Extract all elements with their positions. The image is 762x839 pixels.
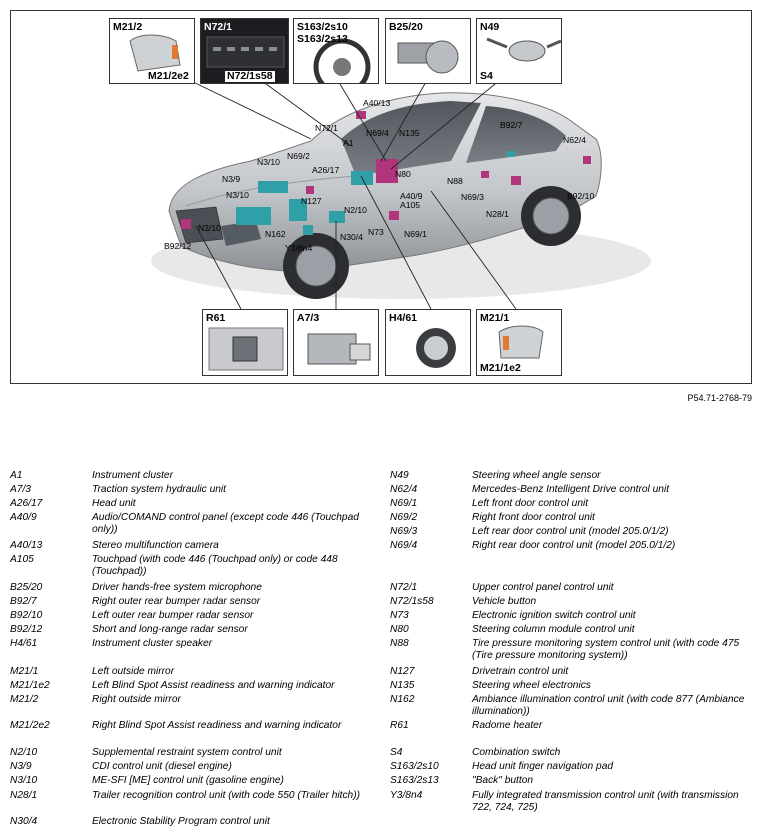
callout-label: B25/20: [389, 21, 423, 33]
legend-description: Upper control panel control unit: [472, 582, 614, 593]
callout-cluster-speaker: [385, 309, 471, 376]
car-label: A105: [400, 200, 421, 210]
legend-description: Traction system hydraulic unit: [92, 484, 226, 495]
legend-code: N69/4: [390, 540, 418, 551]
component-b92-7: [507, 151, 515, 157]
callout-steering-wheel: [293, 18, 379, 84]
legend-description: Right front door control unit: [472, 512, 595, 523]
legend-code: N127: [390, 666, 415, 677]
legend-code: R61: [390, 720, 409, 731]
legend-code: N69/1: [390, 498, 418, 509]
legend-description: CDI control unit (diesel engine): [92, 761, 232, 772]
callout-label: N49: [480, 21, 500, 33]
legend-code: B92/7: [10, 596, 37, 607]
legend-description: Vehicle button: [472, 596, 537, 607]
car-label: N2/10: [344, 205, 367, 215]
callout-label: M21/2: [113, 21, 143, 33]
legend-code: N3/9: [10, 761, 32, 772]
car-label: N3/10: [198, 223, 221, 233]
component-n69-1: [389, 211, 399, 220]
legend-description: Steering wheel angle sensor: [472, 470, 601, 481]
component-n62-4: [583, 156, 591, 164]
callout-label: H4/61: [389, 312, 418, 324]
legend-description: ME-SFI [ME] control unit (gasoline engine): [92, 775, 284, 786]
callout-label: S4: [480, 70, 493, 82]
legend-description: Drivetrain control unit: [472, 666, 569, 677]
legend-description: Right outside mirror: [92, 694, 181, 705]
legend-code: A7/3: [10, 484, 31, 495]
legend-code: B25/20: [10, 582, 43, 593]
legend-description: Mercedes-Benz Intelligent Drive control unit: [472, 484, 670, 495]
component-n2-10: [329, 211, 345, 223]
legend-description: Instrument cluster speaker: [92, 638, 213, 649]
component-n88: [481, 171, 489, 178]
callout-label: M21/2e2: [148, 70, 189, 82]
legend-code: N28/1: [10, 790, 38, 801]
callout-label: M21/1: [480, 312, 510, 324]
legend-code: M21/2e2: [10, 720, 50, 731]
callout-label: N72/1: [204, 21, 233, 33]
car-label: A40/13: [363, 98, 391, 108]
callout-hydraulic-unit: [293, 309, 379, 376]
legend-description: Right Blind Spot Assist readiness and warning indicator: [92, 720, 342, 731]
callout-label: S163/2s10: [297, 21, 348, 33]
legend-description: Instrument cluster: [92, 470, 173, 481]
car-label: A1: [343, 138, 354, 148]
legend-description: Fully integrated transmission control unit (with transmission 722, 724, 725): [472, 790, 739, 813]
car-label: B92/12: [164, 241, 192, 251]
car-label: N3/9: [222, 174, 241, 184]
car-label: N69/3: [461, 192, 484, 202]
car-label: N80: [395, 169, 411, 179]
legend-code: M21/2: [10, 694, 39, 705]
legend-description: Steering wheel electronics: [472, 680, 591, 691]
car-label: N73: [368, 227, 384, 237]
callout-right-mirror: [109, 18, 195, 84]
legend-code: M21/1e2: [10, 680, 50, 691]
legend-code: N69/2: [390, 512, 418, 523]
legend-description: Left rear door control unit (model 205.0/1/2): [472, 526, 669, 537]
car-label: N69/1: [404, 229, 427, 239]
legend-code: A105: [10, 554, 34, 565]
callout-label: S163/2s13: [297, 33, 348, 45]
legend-code: A1: [10, 470, 23, 481]
legend-code: N2/10: [10, 747, 38, 758]
legend-description: Driver hands-free system microphone: [92, 582, 262, 593]
legend-description: Head unit finger navigation pad: [472, 761, 614, 772]
car-label: N3/10: [226, 190, 249, 200]
callout-upper-control-panel: [200, 18, 289, 84]
legend-code: M21/1: [10, 666, 39, 677]
location-diagram: [10, 10, 752, 384]
car-label: N28/1: [486, 209, 509, 219]
legend-code: Y3/8n4: [390, 790, 423, 801]
legend-code: B92/10: [10, 610, 43, 621]
legend-description: Tire pressure monitoring system control unit (with code 475 (Tire pressure monitoring system)): [472, 638, 740, 661]
component-b92-12: [181, 219, 191, 229]
car-label: B92/7: [500, 120, 523, 130]
car-label: B92/10: [567, 191, 595, 201]
car-label: N127: [301, 196, 322, 206]
car-label: N72/1: [315, 123, 338, 133]
callout-radome-heater: [202, 309, 288, 376]
car-label: Y3/8n4: [285, 243, 313, 253]
legend-code: N3/10: [10, 775, 38, 786]
car-label: N30/4: [340, 232, 363, 242]
legend-description: Electronic ignition switch control unit: [472, 610, 636, 621]
legend-description: Trailer recognition control unit (with code 550 (Trailer hitch)): [92, 790, 360, 801]
legend-code: A40/13: [10, 540, 43, 551]
car-label: N162: [265, 229, 286, 239]
legend-code: N49: [390, 470, 409, 481]
legend-description: Audio/COMAND control panel (except code 446 (Touchpad only)): [92, 512, 359, 535]
legend-description: Supplemental restraint system control unit: [92, 747, 282, 758]
legend-code: N72/1s58: [390, 596, 434, 607]
legend-description: Radome heater: [472, 720, 543, 731]
component-n3-10-low: [236, 207, 271, 225]
legend-code: N135: [390, 680, 415, 691]
rear-rim: [533, 198, 569, 234]
legend-code: H4/61: [10, 638, 38, 649]
legend-description: "Back" button: [472, 775, 534, 786]
car-label: N3/10: [257, 157, 280, 167]
legend-code: N72/1: [390, 582, 418, 593]
legend-description: Left outside mirror: [92, 666, 175, 677]
legend-description: Stereo multifunction camera: [92, 540, 219, 551]
legend-description: Right rear door control unit (model 205.0/1/2): [472, 540, 676, 551]
callout-label: A7/3: [297, 312, 320, 324]
legend-code: N30/4: [10, 816, 38, 827]
legend-code: N162: [390, 694, 415, 705]
legend-description: Touchpad (with code 446 (Touchpad only) or code 448 (Touchpad)): [92, 554, 338, 577]
car-label: N69/2: [287, 151, 310, 161]
car-label: N135: [399, 128, 420, 138]
callout-label: N72/1s58: [227, 70, 273, 82]
legend-description: Short and long-range radar sensor: [92, 624, 248, 635]
legend-code: B92/12: [10, 624, 43, 635]
legend-description: Head unit: [92, 498, 136, 509]
car-label: N88: [447, 176, 463, 186]
car-label: A26/17: [312, 165, 340, 175]
callout-steering-sensor: [476, 18, 562, 84]
component-y3-8n4: [303, 225, 313, 235]
callout-label: R61: [206, 312, 226, 324]
legend-description: Left outer rear bumper radar sensor: [92, 610, 254, 621]
legend-code: N69/3: [390, 526, 418, 537]
legend-description: Left front door control unit: [472, 498, 589, 509]
callout-left-mirror: [476, 309, 562, 376]
legend-code: N80: [390, 624, 409, 635]
component-a40-13: [356, 111, 366, 119]
legend-code: N73: [390, 610, 409, 621]
callout-microphone: [385, 18, 471, 84]
component-n69-2: [306, 186, 314, 194]
legend-code: S163/2s13: [390, 775, 439, 786]
car-label: N62/4: [563, 135, 586, 145]
legend-code: S163/2s10: [390, 761, 439, 772]
legend-code: A26/17: [10, 498, 43, 509]
legend-code: S4: [390, 747, 403, 758]
legend-description: Left Blind Spot Assist readiness and warning indicator: [92, 680, 335, 691]
car-label: N69/4: [366, 128, 389, 138]
legend-description: Right outer rear bumper radar sensor: [92, 596, 261, 607]
legend-code: N88: [390, 638, 409, 649]
callout-label: M21/1e2: [480, 362, 521, 374]
legend-description: Steering column module control unit: [472, 624, 635, 635]
legend-description: Ambiance illumination control unit (with code 877 (Ambiance illumination)): [472, 694, 745, 717]
component-n28-1: [511, 176, 521, 185]
legend-code: A40/9: [10, 512, 37, 523]
legend-code: N62/4: [390, 484, 418, 495]
figure-reference: P54.71-2768-79: [687, 393, 752, 403]
legend-description: Electronic Stability Program control unit: [92, 816, 270, 827]
car-label: A40/9: [400, 191, 423, 201]
component-n3-10: [258, 181, 288, 193]
legend-description: Combination switch: [472, 747, 561, 758]
